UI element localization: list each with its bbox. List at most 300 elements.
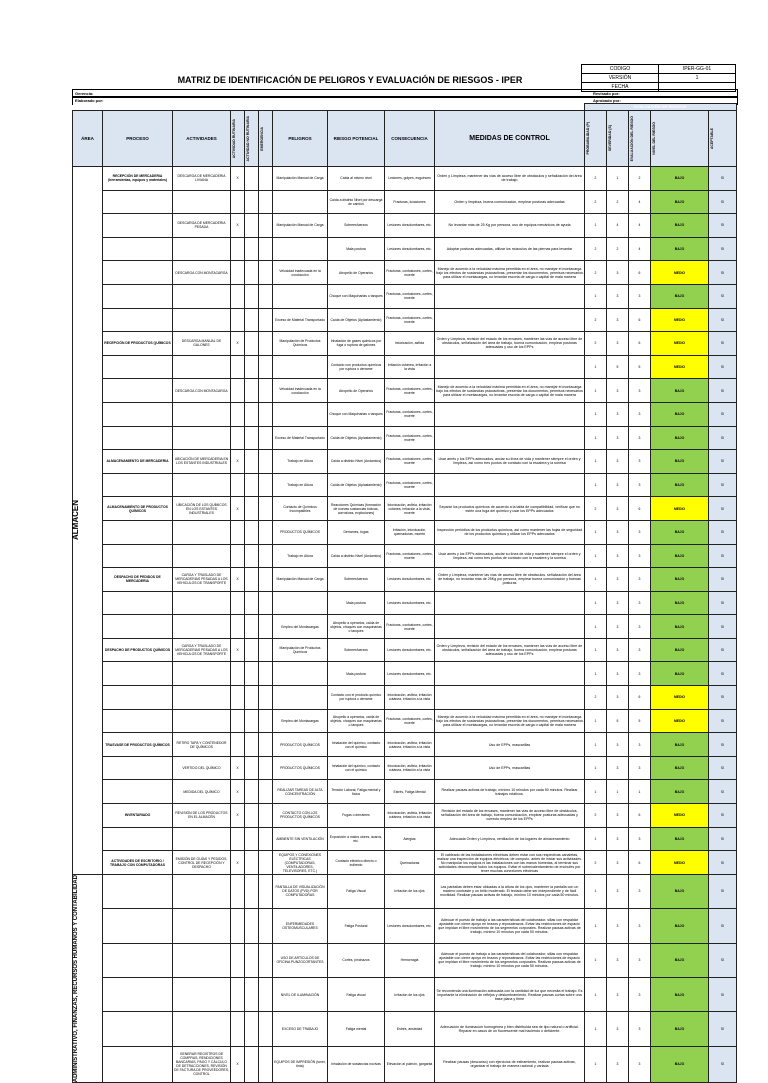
cell-medidas bbox=[435, 591, 585, 615]
cell-emergencia bbox=[259, 851, 273, 875]
cell-severidad: 3 bbox=[607, 379, 629, 403]
cell-riesgo: Caída a distinto Nivel (Andamios) bbox=[328, 544, 385, 568]
header-nivel: NIVEL DEL RIESGO bbox=[652, 122, 656, 155]
cell-evaluacion: 3 bbox=[629, 379, 651, 403]
cell-nivel: BAJO bbox=[651, 544, 709, 568]
table-row bbox=[73, 284, 737, 308]
cell-rutinaria-mark: X bbox=[231, 214, 245, 238]
cell-peligro: Velocidad inadecuada en la conducción bbox=[273, 261, 328, 285]
cell-proceso bbox=[103, 686, 173, 710]
cell-evaluacion: 2 bbox=[629, 167, 651, 191]
cell-emergencia bbox=[259, 591, 273, 615]
cell-medidas bbox=[435, 308, 585, 332]
cell-proceso bbox=[103, 308, 173, 332]
cell-rutinaria-mark bbox=[231, 686, 245, 710]
cell-consecuencia: Intoxicación, asfixia, irritación cutánea, irritación a la vista, muerte bbox=[385, 497, 435, 521]
cell-probabilidad: 1 bbox=[585, 355, 607, 379]
cell-emergencia bbox=[259, 426, 273, 450]
cell-severidad: 3 bbox=[607, 804, 629, 828]
cell-emergencia bbox=[259, 167, 273, 191]
cell-nivel: BAJO bbox=[651, 977, 709, 1011]
cell-riesgo: Inhalación del químico, contacto con el químico bbox=[328, 733, 385, 757]
cell-probabilidad: 2 bbox=[585, 261, 607, 285]
cell-aceptable: SI bbox=[709, 214, 737, 238]
cell-severidad: 3 bbox=[607, 638, 629, 662]
cell-actividad bbox=[173, 686, 231, 710]
cell-nivel: BAJO bbox=[651, 402, 709, 426]
cell-consecuencia: Quemaduras bbox=[385, 851, 435, 875]
cell-no-rutinaria bbox=[245, 544, 259, 568]
cell-peligro bbox=[273, 402, 328, 426]
cell-riesgo: Atropello de Operarios bbox=[328, 261, 385, 285]
cell-no-rutinaria bbox=[245, 591, 259, 615]
cell-evaluacion: 4 bbox=[629, 214, 651, 238]
cell-proceso bbox=[103, 874, 173, 908]
cell-evaluacion: 3 bbox=[629, 827, 651, 851]
cell-actividad bbox=[173, 709, 231, 733]
cell-rutinaria-mark bbox=[231, 943, 245, 977]
header-area: ÁREA bbox=[73, 111, 103, 167]
cell-medidas: Realizar pausas activas de trabajo, mínimo 10 minutos por cada 50 minutos. Realizar trabajos rotativos. bbox=[435, 780, 585, 804]
cell-actividad: REVISIÓN DE LOS PRODUCTOS EN EL ALMACÉN bbox=[173, 804, 231, 828]
cell-consecuencia: Irritación de los ojos bbox=[385, 977, 435, 1011]
cell-evaluacion: 4 bbox=[629, 190, 651, 214]
header-proceso: PROCESO bbox=[103, 111, 173, 167]
cell-severidad: 3 bbox=[607, 544, 629, 568]
cell-medidas: Separar los productos químicos de acuerdo a la tabla de compatibilidad, verificar que no estén una fuga del químico y usar los EPPs adecuados bbox=[435, 497, 585, 521]
header-no-rutinaria: ACTIVIDAD NO RUTINARIA bbox=[246, 115, 250, 162]
cell-rutinaria-mark: X bbox=[231, 568, 245, 592]
cell-riesgo: Reacciones Químicas (formación de nuevas sustancias tóxicas, corrosivas, explosiones) bbox=[328, 497, 385, 521]
cell-medidas: Se recomienda una iluminación adecuada con la cantidad de luz que necesita el trabajo. Es importante la eliminación de reflejos y deslumbramiento. Realizar pausas cortas sobre una base plana y firme bbox=[435, 977, 585, 1011]
cell-medidas: Manejo de acuerdo a la velocidad máxima permitida en el área, no manejar el montacarga bajo los efectos de sustancias psicoactivas, presentar los documentos, permisos necesarios para utilizar el montacargas, no levantar escoria de carga o capital de mala manera bbox=[435, 379, 585, 403]
cell-medidas bbox=[435, 355, 585, 379]
cell-severidad: 1 bbox=[607, 167, 629, 191]
cell-actividad: CARGA Y TRASLADO DE MERCADERIAS PESADAS A LOS VEHICULOS DE TRANSPORTE bbox=[173, 638, 231, 662]
table-row bbox=[73, 662, 737, 686]
cell-probabilidad: 1 bbox=[585, 568, 607, 592]
cell-consecuencia: Estrés, Fatiga Mental bbox=[385, 780, 435, 804]
cell-rutinaria-mark bbox=[231, 402, 245, 426]
cell-peligro: ENFERMEDADES OSTEOMUSCULARES bbox=[273, 909, 328, 943]
cell-riesgo: Sobreesfuerzos bbox=[328, 638, 385, 662]
cell-no-rutinaria bbox=[245, 1012, 259, 1046]
cell-emergencia bbox=[259, 520, 273, 544]
cell-nivel: BAJO bbox=[651, 426, 709, 450]
cell-probabilidad: 1 bbox=[585, 450, 607, 474]
cell-aceptable: SI bbox=[709, 686, 737, 710]
cell-actividad: MEDIDA DEL QUÍMICO bbox=[173, 780, 231, 804]
cell-actividad bbox=[173, 591, 231, 615]
cell-severidad: 5 bbox=[607, 355, 629, 379]
cell-riesgo: Mala postura bbox=[328, 662, 385, 686]
table-row bbox=[73, 426, 737, 450]
cell-proceso bbox=[103, 214, 173, 238]
cell-no-rutinaria bbox=[245, 780, 259, 804]
cell-aceptable: SI bbox=[709, 780, 737, 804]
table-row bbox=[73, 804, 737, 828]
cell-medidas: El cableado de las instalaciones eléctricas deben estar con sus respectivas canaletas, realizar una inspección de equipos eléctricos; de computo, antes de iniciar sus actividades. No manipular los equipos ni las instalaciones con las manos húmedas, al terminar sus actividades desconectar todos los equipos. Evitar el sobrecalentamiento de enchufes por tener muchas conexiones eléctricas bbox=[435, 851, 585, 875]
cell-nivel: BAJO bbox=[651, 520, 709, 544]
cell-nivel: BAJO bbox=[651, 638, 709, 662]
cell-aceptable: SI bbox=[709, 1046, 737, 1082]
cell-evaluacion: 3 bbox=[629, 615, 651, 639]
table-row bbox=[73, 261, 737, 285]
cell-rutinaria-mark: X bbox=[231, 497, 245, 521]
cell-proceso bbox=[103, 1012, 173, 1046]
cell-rutinaria-mark: X bbox=[231, 780, 245, 804]
cell-severidad: 3 bbox=[607, 568, 629, 592]
cell-evaluacion: 6 bbox=[629, 686, 651, 710]
cell-severidad: 3 bbox=[607, 851, 629, 875]
table-row bbox=[73, 568, 737, 592]
cell-consecuencia: Alergias bbox=[385, 827, 435, 851]
cell-medidas bbox=[435, 473, 585, 497]
cell-peligro: Manipulación Manual de Carga bbox=[273, 214, 328, 238]
cell-medidas: Usar arnés y los EPPs adecuados, anclar su línea de vida y mantener siempre el orden y limpieza, así como tres puntos de contacto con la escalera y la sonrisa bbox=[435, 450, 585, 474]
cell-rutinaria-mark bbox=[231, 237, 245, 261]
cell-nivel: BAJO bbox=[651, 214, 709, 238]
cell-consecuencia: Intoxicación, asfixia bbox=[385, 332, 435, 356]
cell-riesgo: Contacto con el producto químico por ruptura o derrame bbox=[328, 686, 385, 710]
cell-probabilidad: 2 bbox=[585, 190, 607, 214]
cell-consecuencia: Fracturas, contusiones, cortes, muerte bbox=[385, 261, 435, 285]
cell-probabilidad: 2 bbox=[585, 851, 607, 875]
elaborado-label: Elaborado por: bbox=[75, 98, 104, 103]
cell-no-rutinaria bbox=[245, 261, 259, 285]
cell-emergencia bbox=[259, 943, 273, 977]
cell-emergencia bbox=[259, 284, 273, 308]
cell-evaluacion: 3 bbox=[629, 756, 651, 780]
cell-peligro: NIVEL DE ILUMINACIÓN bbox=[273, 977, 328, 1011]
cell-severidad: 3 bbox=[607, 874, 629, 908]
cell-actividad: UBICACIÓN DE MERCADERIA EN LOS ESTANTES INDUSTRIALES bbox=[173, 450, 231, 474]
version-label: VERSIÓN bbox=[608, 75, 632, 81]
cell-aceptable: SI bbox=[709, 355, 737, 379]
cell-evaluacion: 3 bbox=[629, 544, 651, 568]
cell-rutinaria-mark: X bbox=[231, 332, 245, 356]
cell-proceso bbox=[103, 544, 173, 568]
cell-emergencia bbox=[259, 780, 273, 804]
cell-nivel: MEDIO bbox=[651, 355, 709, 379]
cell-severidad: 3 bbox=[607, 591, 629, 615]
cell-proceso bbox=[103, 909, 173, 943]
cell-actividad bbox=[173, 827, 231, 851]
table-row bbox=[73, 709, 737, 733]
cell-consecuencia: Intoxicación, asfixia, irritación cutánea, irritación a la vista bbox=[385, 686, 435, 710]
cell-actividad bbox=[173, 615, 231, 639]
cell-no-rutinaria bbox=[245, 733, 259, 757]
cell-rutinaria-mark bbox=[231, 733, 245, 757]
cell-evaluacion: 1 bbox=[629, 780, 651, 804]
cell-actividad bbox=[173, 1012, 231, 1046]
cell-no-rutinaria bbox=[245, 977, 259, 1011]
cell-emergencia bbox=[259, 977, 273, 1011]
cell-medidas bbox=[435, 615, 585, 639]
cell-no-rutinaria bbox=[245, 686, 259, 710]
cell-rutinaria-mark bbox=[231, 874, 245, 908]
cell-rutinaria-mark bbox=[231, 544, 245, 568]
table-row bbox=[73, 733, 737, 757]
cell-evaluacion: 3 bbox=[629, 977, 651, 1011]
cell-no-rutinaria bbox=[245, 308, 259, 332]
header-actividades: ACTIVIDADES bbox=[173, 111, 231, 167]
cell-proceso bbox=[103, 756, 173, 780]
cell-riesgo: Tensión Laboral, Fatiga mental y física bbox=[328, 780, 385, 804]
cell-evaluacion: 3 bbox=[629, 943, 651, 977]
table-row bbox=[73, 780, 737, 804]
cell-actividad bbox=[173, 426, 231, 450]
cell-probabilidad: 1 bbox=[585, 780, 607, 804]
cell-nivel: BAJO bbox=[651, 874, 709, 908]
cell-riesgo: Fatiga mental bbox=[328, 1012, 385, 1046]
cell-consecuencia: Fracturas, luxaciones bbox=[385, 190, 435, 214]
cell-aceptable: SI bbox=[709, 827, 737, 851]
cell-actividad bbox=[173, 544, 231, 568]
table-row bbox=[73, 851, 737, 875]
cell-nivel: BAJO bbox=[651, 568, 709, 592]
cell-peligro: Exceso de Material Transportado bbox=[273, 426, 328, 450]
cell-emergencia bbox=[259, 1046, 273, 1082]
header-consecuencia: CONSECUENCIA bbox=[385, 111, 435, 167]
cell-peligro: Manipulación de Productos Químicos bbox=[273, 332, 328, 356]
cell-proceso bbox=[103, 1046, 173, 1082]
cell-no-rutinaria bbox=[245, 214, 259, 238]
cell-consecuencia: Lesiones, golpes, esguinces bbox=[385, 167, 435, 191]
cell-riesgo: Caída a distinto Nivel por descarga de camión bbox=[328, 190, 385, 214]
cell-proceso bbox=[103, 190, 173, 214]
cell-actividad bbox=[173, 402, 231, 426]
cell-peligro: EQUIPOS Y CONEXIONES ELÉCTRICAS (COMPUTADORAS, VENTILADORES, TELEVISORES, ETC.) bbox=[273, 851, 328, 875]
header-medidas: MEDIDAS DE CONTROL bbox=[435, 111, 585, 167]
cell-aceptable: SI bbox=[709, 190, 737, 214]
cell-consecuencia: Lesiones dorsolumbares, etc. bbox=[385, 568, 435, 592]
cell-probabilidad: 1 bbox=[585, 1012, 607, 1046]
cell-proceso bbox=[103, 426, 173, 450]
cell-emergencia bbox=[259, 261, 273, 285]
cell-rutinaria-mark bbox=[231, 379, 245, 403]
cell-aceptable: SI bbox=[709, 237, 737, 261]
cell-proceso bbox=[103, 355, 173, 379]
cell-nivel: BAJO bbox=[651, 780, 709, 804]
cell-nivel: BAJO bbox=[651, 662, 709, 686]
table-row bbox=[73, 355, 737, 379]
cell-probabilidad: 1 bbox=[585, 1046, 607, 1082]
cell-severidad: 3 bbox=[607, 402, 629, 426]
header-rutinaria: ACTIVIDAD RUTINARIA bbox=[232, 118, 236, 159]
cell-severidad: 3 bbox=[607, 977, 629, 1011]
cell-actividad bbox=[173, 284, 231, 308]
cell-nivel: MEDIO bbox=[651, 851, 709, 875]
cell-rutinaria-mark bbox=[231, 520, 245, 544]
cell-proceso bbox=[103, 709, 173, 733]
cell-aceptable: SI bbox=[709, 261, 737, 285]
cell-actividad bbox=[173, 874, 231, 908]
cell-medidas: Usar arnés y los EPPs adecuados, anclar su línea de vida y mantener siempre el orden y limpieza, así como tres puntos de contacto con la escalera y la sonrisa bbox=[435, 544, 585, 568]
cell-nivel: MEDIO bbox=[651, 686, 709, 710]
cell-riesgo: Mala postura bbox=[328, 591, 385, 615]
cell-actividad bbox=[173, 977, 231, 1011]
table-row bbox=[73, 615, 737, 639]
table-row bbox=[73, 450, 737, 474]
cell-aceptable: SI bbox=[709, 497, 737, 521]
cell-rutinaria-mark bbox=[231, 308, 245, 332]
cell-consecuencia: Irritación de los ojos bbox=[385, 874, 435, 908]
document-title: MATRIZ DE IDENTIFICACIÓN DE PELIGROS Y EVALUACIÓN DE RIESGOS - IPER bbox=[177, 75, 523, 85]
cell-proceso bbox=[103, 615, 173, 639]
cell-probabilidad: 1 bbox=[585, 379, 607, 403]
cell-evaluacion: 6 bbox=[629, 308, 651, 332]
cell-consecuencia: Intoxicación, asfixia, irritación cutánea, irritación a la vista bbox=[385, 804, 435, 828]
cell-no-rutinaria bbox=[245, 167, 259, 191]
header-evaluacion: EVALUACIÓN DEL RIESGO bbox=[630, 115, 634, 162]
cell-riesgo: Sobreesfuerzos bbox=[328, 568, 385, 592]
cell-probabilidad: 2 bbox=[585, 167, 607, 191]
table-row bbox=[73, 686, 737, 710]
revisado-label: Revisado por: bbox=[593, 91, 620, 96]
cell-emergencia bbox=[259, 237, 273, 261]
cell-proceso bbox=[103, 237, 173, 261]
cell-medidas bbox=[435, 284, 585, 308]
cell-severidad: 3 bbox=[607, 615, 629, 639]
cell-emergencia bbox=[259, 874, 273, 908]
cell-evaluacion: 3 bbox=[629, 1012, 651, 1046]
cell-riesgo: Inhalación del químico, contacto con el químico bbox=[328, 756, 385, 780]
cell-evaluacion: 3 bbox=[629, 284, 651, 308]
cell-no-rutinaria bbox=[245, 497, 259, 521]
cell-severidad: 3 bbox=[607, 261, 629, 285]
cell-proceso: DESPACHO DE PRODUCTOS QUÍMICOS bbox=[103, 638, 173, 662]
cell-aceptable: SI bbox=[709, 284, 737, 308]
cell-nivel: BAJO bbox=[651, 591, 709, 615]
cell-aceptable: SI bbox=[709, 426, 737, 450]
cell-nivel: MEDIO bbox=[651, 332, 709, 356]
cell-peligro bbox=[273, 686, 328, 710]
cell-peligro: EXCESO DE TRABAJO bbox=[273, 1012, 328, 1046]
evaluation-band-header: EVALUACIÓN DE RIESGOS bbox=[585, 104, 737, 111]
cell-probabilidad: 1 bbox=[585, 943, 607, 977]
cell-emergencia bbox=[259, 568, 273, 592]
cell-proceso bbox=[103, 520, 173, 544]
table-row bbox=[73, 544, 737, 568]
table-row bbox=[73, 591, 737, 615]
cell-riesgo: Choque con Maquinarias o tanques bbox=[328, 402, 385, 426]
cell-medidas: Revisión del estado de los envases, mantener las vías de acceso libre de obstáculos, señalización del área de trabajo, buena comunicación, emplear posturas adecuadas y correcto empleo de los EPPs bbox=[435, 804, 585, 828]
cell-severidad: 3 bbox=[607, 332, 629, 356]
cell-peligro bbox=[273, 662, 328, 686]
cell-proceso: RECEPCIÓN DE MERCADERIA (herramientas, equipos y materiales) bbox=[103, 167, 173, 191]
cell-aceptable: SI bbox=[709, 591, 737, 615]
cell-consecuencia: Lesiones dorsolumbares, etc. bbox=[385, 214, 435, 238]
cell-severidad: 3 bbox=[607, 426, 629, 450]
cell-proceso: ACTIVIDADES DE ESCRITORIO / TRABAJO CON COMPUTADORAS bbox=[103, 851, 173, 875]
matrix-body bbox=[73, 167, 737, 1083]
cell-no-rutinaria bbox=[245, 520, 259, 544]
cell-medidas: Adecuar el puesto de trabajo a las características del colaborador, sillas con respaldar ajustable con cierre apoyo en brazos y reposabrazos. Evitar las restricciones de espacio que impidan el libre movimiento de los segmentos corporales. Realizar pausas activas de trabajo, mínimo 10 minutos por cada 50 minutos. bbox=[435, 943, 585, 977]
cell-emergencia bbox=[259, 355, 273, 379]
cell-consecuencia: Fracturas, contusiones, cortes, muerte bbox=[385, 544, 435, 568]
cell-aceptable: SI bbox=[709, 167, 737, 191]
cell-evaluacion: 3 bbox=[629, 450, 651, 474]
table-row bbox=[73, 520, 737, 544]
cell-medidas bbox=[435, 426, 585, 450]
cell-consecuencia: Lesiones dorsolumbares, etc. bbox=[385, 638, 435, 662]
cell-consecuencia: Fracturas, contusiones, cortes, muerte bbox=[385, 709, 435, 733]
cell-probabilidad: 1 bbox=[585, 733, 607, 757]
cell-actividad: GENERAR REGISTROS DE COMPRAS, RENDICIONES BANCARIAS, PAGO Y CÁLCULO DE DETRACCIONES, REVISIÓN DE FACTURA DE PROVEEDORES, CONTROL bbox=[173, 1046, 231, 1082]
cell-medidas: Manejo de acuerdo a la velocidad máxima permitida en el área, no manejar el montacarga bajo los efectos de sustancias psicoactivas, presentar los documentos, permisos necesarios para utilizar el montacargas, no levantar escoria de carga o capital de mala manera bbox=[435, 261, 585, 285]
cell-rutinaria-mark bbox=[231, 1012, 245, 1046]
date-label: FECHA bbox=[611, 84, 629, 90]
version-value: 1 bbox=[658, 74, 735, 82]
table-row bbox=[73, 874, 737, 908]
cell-peligro: REALIZAR TAREAS DE ALTA CONCENTRACIÓN bbox=[273, 780, 328, 804]
cell-rutinaria-mark bbox=[231, 709, 245, 733]
cell-aceptable: SI bbox=[709, 756, 737, 780]
cell-riesgo: Cortes, pinchazos bbox=[328, 943, 385, 977]
cell-probabilidad: 1 bbox=[585, 473, 607, 497]
cell-riesgo: Inhalación de gases químicos por fuga o ruptura de galones bbox=[328, 332, 385, 356]
cell-riesgo: Sobreesfuerzos bbox=[328, 214, 385, 238]
cell-no-rutinaria bbox=[245, 662, 259, 686]
cell-probabilidad: 1 bbox=[585, 756, 607, 780]
cell-aceptable: SI bbox=[709, 1012, 737, 1046]
cell-consecuencia: Irritación, intoxicación, quemaduras, muerte bbox=[385, 520, 435, 544]
cell-rutinaria-mark bbox=[231, 662, 245, 686]
cell-medidas bbox=[435, 662, 585, 686]
cell-proceso: INVENTARIADO bbox=[103, 804, 173, 828]
cell-evaluacion: 3 bbox=[629, 909, 651, 943]
cell-aceptable: SI bbox=[709, 332, 737, 356]
cell-no-rutinaria bbox=[245, 450, 259, 474]
cell-consecuencia: Lesiones dorsolumbares, etc. bbox=[385, 237, 435, 261]
cell-aceptable: SI bbox=[709, 615, 737, 639]
cell-probabilidad: 1 bbox=[585, 520, 607, 544]
area-label: ALMACEN bbox=[71, 500, 80, 541]
cell-proceso bbox=[103, 780, 173, 804]
cell-evaluacion: 6 bbox=[629, 497, 651, 521]
cell-no-rutinaria bbox=[245, 909, 259, 943]
cell-probabilidad: 1 bbox=[585, 977, 607, 1011]
cell-peligro: Manipulación de Productos Químicos bbox=[273, 638, 328, 662]
cell-riesgo: Caída al mismo nivel bbox=[328, 167, 385, 191]
cell-actividad: RETIRO TAPA Y CONTENEDOR DE QUÍMICOS bbox=[173, 733, 231, 757]
cell-rutinaria-mark: X bbox=[231, 638, 245, 662]
column-header-row bbox=[73, 111, 737, 167]
cell-riesgo: Exposición a malos olores, ácaros, etc. bbox=[328, 827, 385, 851]
cell-severidad: 3 bbox=[607, 497, 629, 521]
cell-nivel: MEDIO bbox=[651, 261, 709, 285]
cell-rutinaria-mark bbox=[231, 591, 245, 615]
table-row bbox=[73, 909, 737, 943]
cell-evaluacion: 3 bbox=[629, 402, 651, 426]
cell-no-rutinaria bbox=[245, 874, 259, 908]
cell-aceptable: SI bbox=[709, 520, 737, 544]
cell-consecuencia: Intoxicación, asfixia, irritación cutánea, irritación a la vista bbox=[385, 733, 435, 757]
cell-peligro: Trabajo en Altura bbox=[273, 473, 328, 497]
cell-peligro bbox=[273, 355, 328, 379]
cell-nivel: BAJO bbox=[651, 733, 709, 757]
cell-aceptable: SI bbox=[709, 943, 737, 977]
cell-no-rutinaria bbox=[245, 943, 259, 977]
cell-medidas: Orden y Limpieza, revisión del estado de los envases, mantener las vías de acceso libre de obstáculos, señalización del área de trabajo, buena comunicación, emplear posturas adecuadas y uso de los EPPs bbox=[435, 638, 585, 662]
cell-nivel: BAJO bbox=[651, 909, 709, 943]
code-label: CODIGO bbox=[609, 66, 631, 72]
cell-actividad bbox=[173, 473, 231, 497]
cell-emergencia bbox=[259, 686, 273, 710]
cell-rutinaria-mark bbox=[231, 426, 245, 450]
cell-actividad bbox=[173, 237, 231, 261]
